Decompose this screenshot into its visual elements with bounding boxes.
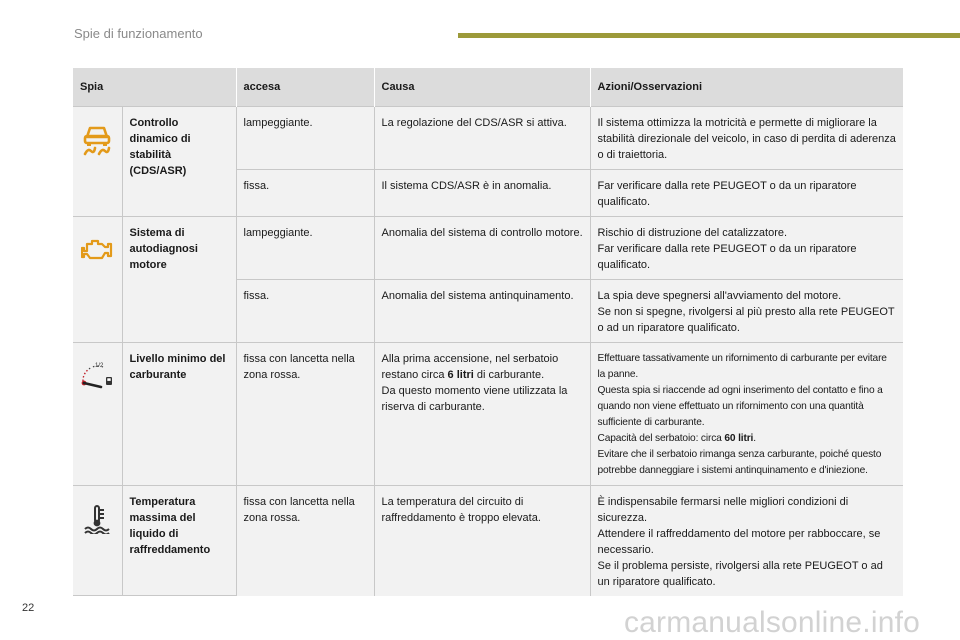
icon-cell <box>73 216 122 342</box>
azioni-line: È indispensabile fermarsi nelle migliori condizioni di sicurezza. <box>597 495 849 524</box>
accesa-cell: fissa con lancetta nella zona rossa. <box>236 485 374 596</box>
causa-cell: Il sistema CDS/ASR è in anomalia. <box>374 169 590 216</box>
azioni-line: Se il problema persiste, rivolgersi alla rete PEUGEOT o ad un riparatore qualificato. <box>597 559 883 588</box>
causa-text: Alla prima accensione, nel serbatoio restano circa <box>381 352 559 381</box>
azioni-cell <box>590 279 903 342</box>
header-spia: Spia <box>73 68 236 106</box>
capacity-value: 60 litri <box>724 432 754 444</box>
header-accent-bar <box>458 33 960 38</box>
fuel-gauge-icon <box>73 359 122 389</box>
azioni-line: Rischio di distruzione del catalizzatore. <box>597 226 788 239</box>
azioni-line: Effettuare tassativamente un rifornimento di carburante per evitare la panne. <box>597 352 887 380</box>
accesa-cell: fissa. <box>236 279 374 342</box>
engine-diagnostics-icon <box>73 239 122 261</box>
icon-cell <box>73 342 122 485</box>
azioni-line: Questa spia si riaccende ad ogni inserimento del contatto e fino a quando non viene effettuato un rifornimento con una quantità sufficiente di carburante. <box>597 384 883 428</box>
causa-cell: La regolazione del CDS/ASR si attiva. <box>374 106 590 169</box>
azioni-line: Evitare che il serbatoio rimanga senza carburante, poiché questo potrebbe danneggiare i sistemi antinquinamento e d'iniezione. <box>597 448 882 476</box>
azioni-line: La spia deve spegnersi all'avviamento del motore. <box>597 289 842 302</box>
icon-cell <box>73 106 122 216</box>
warning-lights-table <box>73 68 903 596</box>
header-azioni: Azioni/Osservazioni <box>590 68 903 106</box>
capacity-label: Capacità del serbatoio: circa <box>597 432 725 444</box>
causa-text: di carburante. <box>473 368 545 381</box>
azioni-cell <box>590 216 903 279</box>
light-name: Temperatura massima del liquido di raffreddamento <box>122 485 236 596</box>
table-row <box>73 485 903 596</box>
capacity-end: . <box>753 432 756 444</box>
header-causa: Causa <box>374 68 590 106</box>
page-number: 22 <box>22 602 35 614</box>
svg-text:1/2: 1/2 <box>95 362 104 369</box>
accesa-cell: lampeggiante. <box>236 106 374 169</box>
causa-cell: Anomalia del sistema di controllo motore. <box>374 216 590 279</box>
causa-cell <box>374 342 590 485</box>
icon-cell <box>73 485 122 596</box>
section-title: Spie di funzionamento <box>74 26 203 41</box>
header-accesa: accesa <box>236 68 374 106</box>
accesa-cell: fissa con lancetta nella zona rossa. <box>236 342 374 485</box>
azioni-cell: Far verificare dalla rete PEUGEOT o da un riparatore qualificato. <box>590 169 903 216</box>
causa-line: Da questo momento viene utilizzata la riserva di carburante. <box>381 384 568 413</box>
fuel-reserve-value: 6 litri <box>447 368 474 381</box>
table-header-row <box>73 68 903 106</box>
light-name: Controllo dinamico di stabilità (CDS/ASR) <box>122 106 236 216</box>
azioni-line: Far verificare dalla rete PEUGEOT o da un riparatore qualificato. <box>597 242 857 271</box>
causa-line <box>382 351 584 383</box>
accesa-cell: lampeggiante. <box>236 216 374 279</box>
azioni-line <box>598 431 898 447</box>
light-name: Livello minimo del carburante <box>122 342 236 485</box>
causa-cell: La temperatura del circuito di raffreddamento è troppo elevata. <box>374 485 590 596</box>
azioni-cell <box>590 342 903 485</box>
azioni-line: Attendere il raffreddamento del motore per rabboccare, se necessario. <box>597 527 881 556</box>
table-row <box>73 342 903 485</box>
coolant-temperature-icon <box>73 504 122 534</box>
azioni-cell <box>590 485 903 596</box>
causa-cell: Anomalia del sistema antinquinamento. <box>374 279 590 342</box>
cds-asr-stability-icon <box>73 123 122 157</box>
light-name: Sistema di autodiagnosi motore <box>122 216 236 342</box>
table-row <box>73 106 903 169</box>
watermark: carmanualsonline.info <box>623 606 920 639</box>
azioni-cell: Il sistema ottimizza la motricità e permette di migliorare la stabilità direzionale del veicolo, in caso di perdita di aderenza o di traiettoria. <box>590 106 903 169</box>
accesa-cell: fissa. <box>236 169 374 216</box>
table-row <box>73 216 903 279</box>
azioni-line: Se non si spegne, rivolgersi al più presto alla rete PEUGEOT o ad un riparatore qualificato. <box>597 305 895 334</box>
